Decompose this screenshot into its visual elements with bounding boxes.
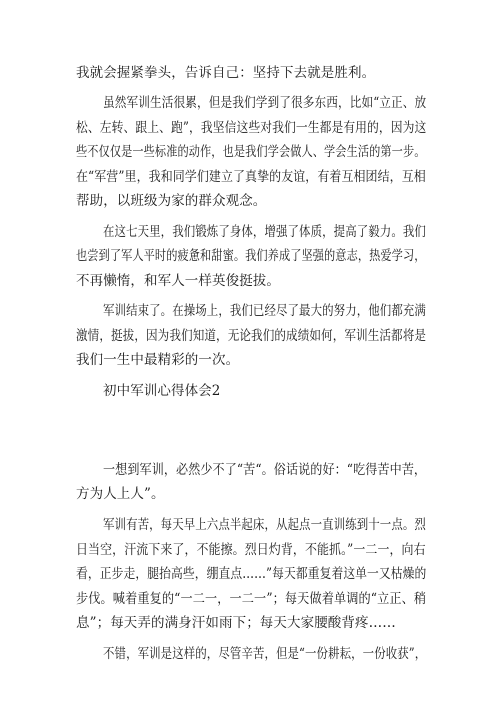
text-line: 息”；每天弄的满身汗如雨下；每天大家腰酸背疼…… (76, 615, 396, 631)
text-line: 在这七天里，我们锻炼了身体，增强了体质，提高了毅力。我们 (103, 224, 426, 240)
text-line: 方为人上人”。 (76, 486, 165, 502)
text-line: 也尝到了军人平时的疲惫和甜蜜。我们养成了坚强的意志，热爱学习， (76, 248, 426, 264)
text-line: 帮助，以班级为家的群众观念。 (76, 193, 267, 209)
text-line: 不再懒惰，和军人一样英俊挺拔。 (76, 273, 280, 289)
text-line: 我们一生中最精彩的一次。 (76, 352, 240, 368)
text-line: 看，正步走，腿抬高些，绷直点……”每天都重复着这单一又枯燥的 (76, 566, 427, 582)
text-line: 松、左转、跟上、跑”，我坚信这些对我们一生都是有用的，因为这 (76, 120, 427, 136)
text-line: 我就会握紧拳头，告诉自己：坚持下去就是胜利。 (76, 65, 376, 81)
text-line: 军训有苦，每天早上六点半起床，从起点一直训练到十一点。烈 (103, 517, 426, 533)
text-line: 在“军营”里，我和同学们建立了真挚的友谊，有着互相团结，互相 (76, 169, 426, 185)
text-line: 一想到军训，必然少不了“苦“。俗话说的好：“吃得苦中苦， (103, 462, 427, 478)
text-line: 不错，军训是这样的，尽管辛苦，但是“一份耕耘，一份收获”， (103, 646, 427, 662)
text-line: 军训结束了。在操场上，我们已经尽了最大的努力，他们都充满 (103, 303, 426, 319)
text-line: 日当空，汗流下来了，不能擦。烈日灼背，不能抓。”一二一，向右 (76, 542, 426, 558)
text-line: 步伐。喊着重复的“一二一，一二一”；每天做着单调的“立正、稍 (76, 591, 427, 607)
text-line: 激情，挺拔，因为我们知道，无论我们的成绩如何，军训生活都将是 (76, 328, 427, 344)
section-heading: 初中军训心得体会2 (103, 383, 221, 399)
text-line: 虽然军训生活很累，但是我们学到了很多东西，比如“立正、放 (103, 95, 427, 111)
text-line: 些不仅仅是一些标准的动作，也是我们学会做人、学会生活的第一步。 (76, 144, 426, 160)
